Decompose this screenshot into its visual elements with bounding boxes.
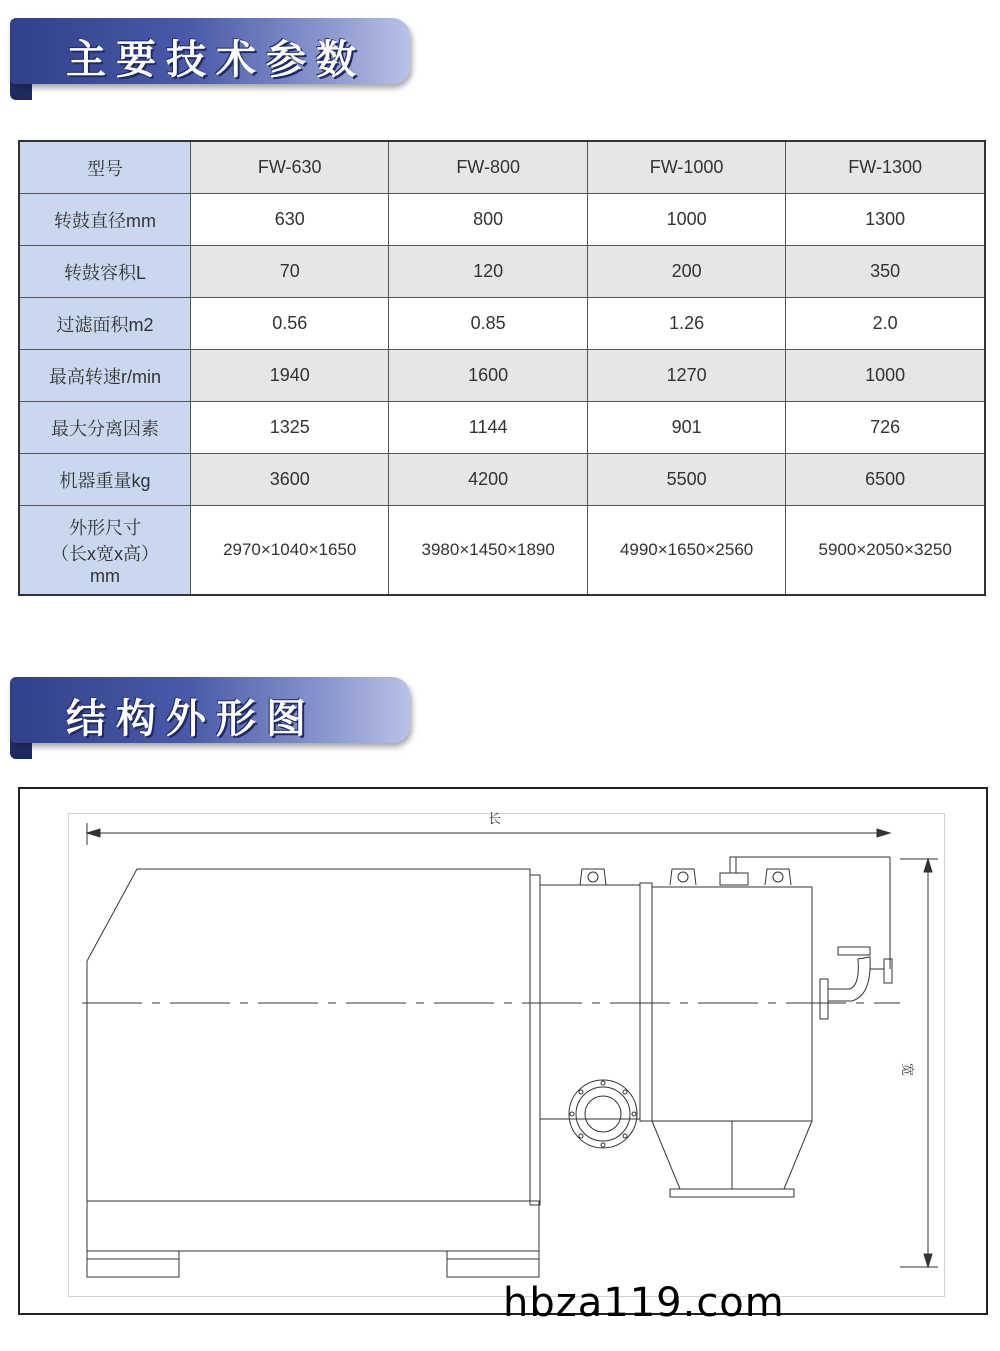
table-cell: FW-1300 [786, 141, 985, 194]
watermark-text: hbza119.com [503, 1280, 785, 1326]
table-cell: 726 [786, 402, 985, 454]
table-row [19, 350, 985, 402]
table-cell: 5900×2050×3250 [786, 506, 985, 596]
table-cell: FW-1000 [587, 141, 785, 194]
table-cell: 2970×1040×1650 [191, 506, 389, 596]
table-cell: 4990×1650×2560 [587, 506, 785, 596]
table-cell: FW-800 [389, 141, 587, 194]
table-cell: 200 [587, 246, 785, 298]
row-label: 最高转速r/min [19, 350, 191, 402]
table-cell: 0.56 [191, 298, 389, 350]
table-cell: 4200 [389, 454, 587, 506]
table-cell: 5500 [587, 454, 785, 506]
table-row [19, 506, 985, 596]
table-cell: 3600 [191, 454, 389, 506]
table-cell: 1000 [786, 350, 985, 402]
table-cell: 1300 [786, 194, 985, 246]
length-dimension [87, 812, 890, 845]
table-cell: 1600 [389, 350, 587, 402]
row-label: 机器重量kg [19, 454, 191, 506]
table-row [19, 454, 985, 506]
spec-table [18, 140, 986, 596]
row-label: 型号 [19, 141, 191, 194]
row-label-line: （长x宽x高） [51, 543, 159, 564]
table-row [19, 402, 985, 454]
row-label-line: mm [90, 565, 120, 586]
row-label: 转鼓直径mm [19, 194, 191, 246]
row-label: 转鼓容积L [19, 246, 191, 298]
table-row [19, 194, 985, 246]
table-row [19, 298, 985, 350]
table-cell: 0.85 [389, 298, 587, 350]
table-cell: 350 [786, 246, 985, 298]
table-cell: 2.0 [786, 298, 985, 350]
row-label-line: 外形尺寸 [69, 517, 141, 538]
table-cell: 70 [191, 246, 389, 298]
specs-section-title: 主要技术参数 [66, 37, 366, 83]
lifting-lugs [580, 857, 791, 885]
table-cell: 1.26 [587, 298, 785, 350]
table-cell: 6500 [786, 454, 985, 506]
table-cell: 1940 [191, 350, 389, 402]
table-cell: 901 [587, 402, 785, 454]
table-cell: FW-630 [191, 141, 389, 194]
row-label: 最大分离因素 [19, 402, 191, 454]
width-dimension [899, 859, 938, 1267]
specs-section-banner [10, 18, 410, 84]
row-label: 过滤面积m2 [19, 298, 191, 350]
table-cell: 3980×1450×1890 [389, 506, 587, 596]
table-row [19, 141, 985, 194]
table-row [19, 246, 985, 298]
machine-body [87, 869, 812, 1277]
width-label: 宽 [899, 1063, 914, 1077]
drawing-section-title: 结构外形图 [66, 696, 316, 742]
row-label-dimensions [19, 506, 191, 596]
centrifuge-outline-drawing [20, 789, 986, 1313]
drawing-section-banner [10, 677, 410, 743]
table-cell: 1144 [389, 402, 587, 454]
table-cell: 800 [389, 194, 587, 246]
outlet-flange [569, 1080, 637, 1148]
drawing-frame [18, 787, 988, 1315]
discharge-hopper [652, 1121, 812, 1197]
table-cell: 1270 [587, 350, 785, 402]
table-cell: 1000 [587, 194, 785, 246]
table-cell: 1325 [191, 402, 389, 454]
table-cell: 630 [191, 194, 389, 246]
table-cell: 120 [389, 246, 587, 298]
length-label: 长 [488, 812, 502, 827]
